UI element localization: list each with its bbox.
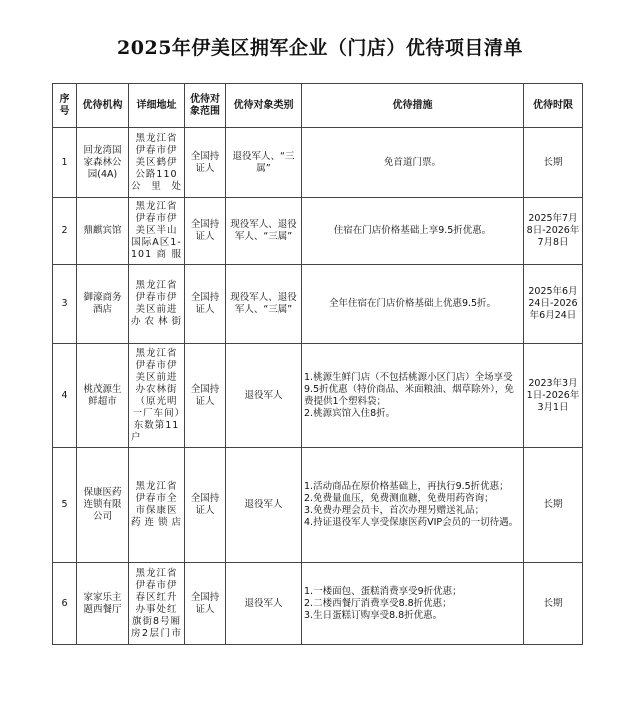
row-scope: 全国持证人 — [185, 563, 226, 645]
row-category: 现役军人、退役军人、“三属” — [226, 198, 302, 265]
table-row — [53, 448, 583, 563]
row-period: 长期 — [524, 448, 583, 563]
row-period: 2025年7月8日-2026年7月8日 — [524, 198, 583, 265]
measure-item: 4.持证退役军人享受保康医药VIP会员的一切待遇。 — [304, 517, 519, 528]
measure-item: 2.桃源宾馆入住8折。 — [304, 407, 396, 419]
row-category: 现役军人、退役军人、“三属” — [226, 265, 302, 344]
header-no: 序号 — [53, 84, 77, 128]
row-no: 1 — [53, 128, 77, 198]
measure-item: 住宿在门店价格基础上享9.5折优惠。 — [333, 225, 492, 236]
row-category: 退役军人 — [226, 344, 302, 448]
header-period: 优待时限 — [524, 84, 583, 128]
measure-item: 2.二楼西餐厅消费享受8.8折优惠； — [304, 597, 452, 609]
row-no: 5 — [53, 448, 77, 563]
header-org: 优待机构 — [77, 84, 129, 128]
row-org: 家家乐主题西餐厅 — [77, 563, 129, 645]
measure-item: 3.免费办理会员卡，首次办理另赠送礼品； — [304, 505, 485, 516]
measure-item: 1.活动商品在原价格基础上，再执行9.5折优惠； — [304, 481, 509, 492]
row-scope: 全国持证人 — [185, 344, 226, 448]
row-scope: 全国持证人 — [185, 448, 226, 563]
header-category: 优待对象类别 — [226, 84, 302, 128]
header-address: 详细地址 — [129, 84, 185, 128]
row-measures — [302, 563, 524, 645]
row-no: 3 — [53, 265, 77, 344]
measure-item: 1.一楼面包、蛋糕消费享受9折优惠； — [304, 585, 462, 597]
row-period: 长期 — [524, 563, 583, 645]
row-org: 桃茂源生鲜超市 — [77, 344, 129, 448]
row-measures — [302, 198, 524, 265]
measure-item: 1.桃源生鲜门店（不包括桃源小区门店）全场享受9.5折优惠（特价商品、米面粮油、烟草除外），免费提供1个塑料袋； — [304, 371, 514, 407]
table-row — [53, 128, 583, 198]
row-scope: 全国持证人 — [185, 128, 226, 198]
row-measures — [302, 265, 524, 344]
table-header-row — [53, 84, 583, 128]
row-period: 2023年3月1日-2026年3月1日 — [524, 344, 583, 448]
measure-item: 2.免费量血压，免费测血糖，免费用药咨询； — [304, 493, 494, 504]
row-address: 黑龙江省伊春市全市保康医药连锁店 — [129, 448, 185, 563]
row-period: 2025年6月24日-2026年6月24日 — [524, 265, 583, 344]
row-address: 黑龙江省伊春市伊美区半山国际A区1-101商服 — [129, 198, 185, 265]
row-scope: 全国持证人 — [185, 198, 226, 265]
row-measures — [302, 128, 524, 198]
row-category: 退役军人 — [226, 563, 302, 645]
document-title: 2025年伊美区拥军企业（门店）优待项目清单 — [117, 37, 523, 59]
measure-item: 免首道门票。 — [383, 156, 441, 168]
row-address: 黑龙江省伊春市伊美区鹤伊公路110公里处 — [129, 128, 185, 198]
row-measures — [302, 344, 524, 448]
measure-item: 3.生日蛋糕订购享受8.8折优惠。 — [304, 609, 443, 621]
header-scope: 优待对象范围 — [185, 84, 226, 128]
row-address: 黑龙江省伊春市伊美区前进办农林街（原光明一厂车间）东数第11户 — [129, 344, 185, 448]
row-no: 6 — [53, 563, 77, 645]
row-org: 回龙湾国家森林公园(4A) — [77, 128, 129, 198]
row-scope: 全国持证人 — [185, 265, 226, 344]
row-org: 鼎麒宾馆 — [77, 198, 129, 265]
row-category: 退役军人、“三属” — [226, 128, 302, 198]
row-org: 保康医药连锁有限公司 — [77, 448, 129, 563]
row-no: 4 — [53, 344, 77, 448]
benefits-table — [52, 83, 583, 645]
table-row — [53, 265, 583, 344]
table-row — [53, 198, 583, 265]
row-period: 长期 — [524, 128, 583, 198]
row-category: 退役军人 — [226, 448, 302, 563]
row-measures — [302, 448, 524, 563]
header-measures: 优待措施 — [302, 84, 524, 128]
row-org: 御濠商务酒店 — [77, 265, 129, 344]
row-address: 黑龙江省伊春市伊美区前进办农林街 — [129, 265, 185, 344]
row-address: 黑龙江省伊春市伊春区红升办事处红旗街8号厢房2层门市 — [129, 563, 185, 645]
table-row — [53, 344, 583, 448]
table-row — [53, 563, 583, 645]
row-no: 2 — [53, 198, 77, 265]
measure-item: 全年住宿在门店价格基础上优惠9.5折。 — [328, 298, 497, 309]
